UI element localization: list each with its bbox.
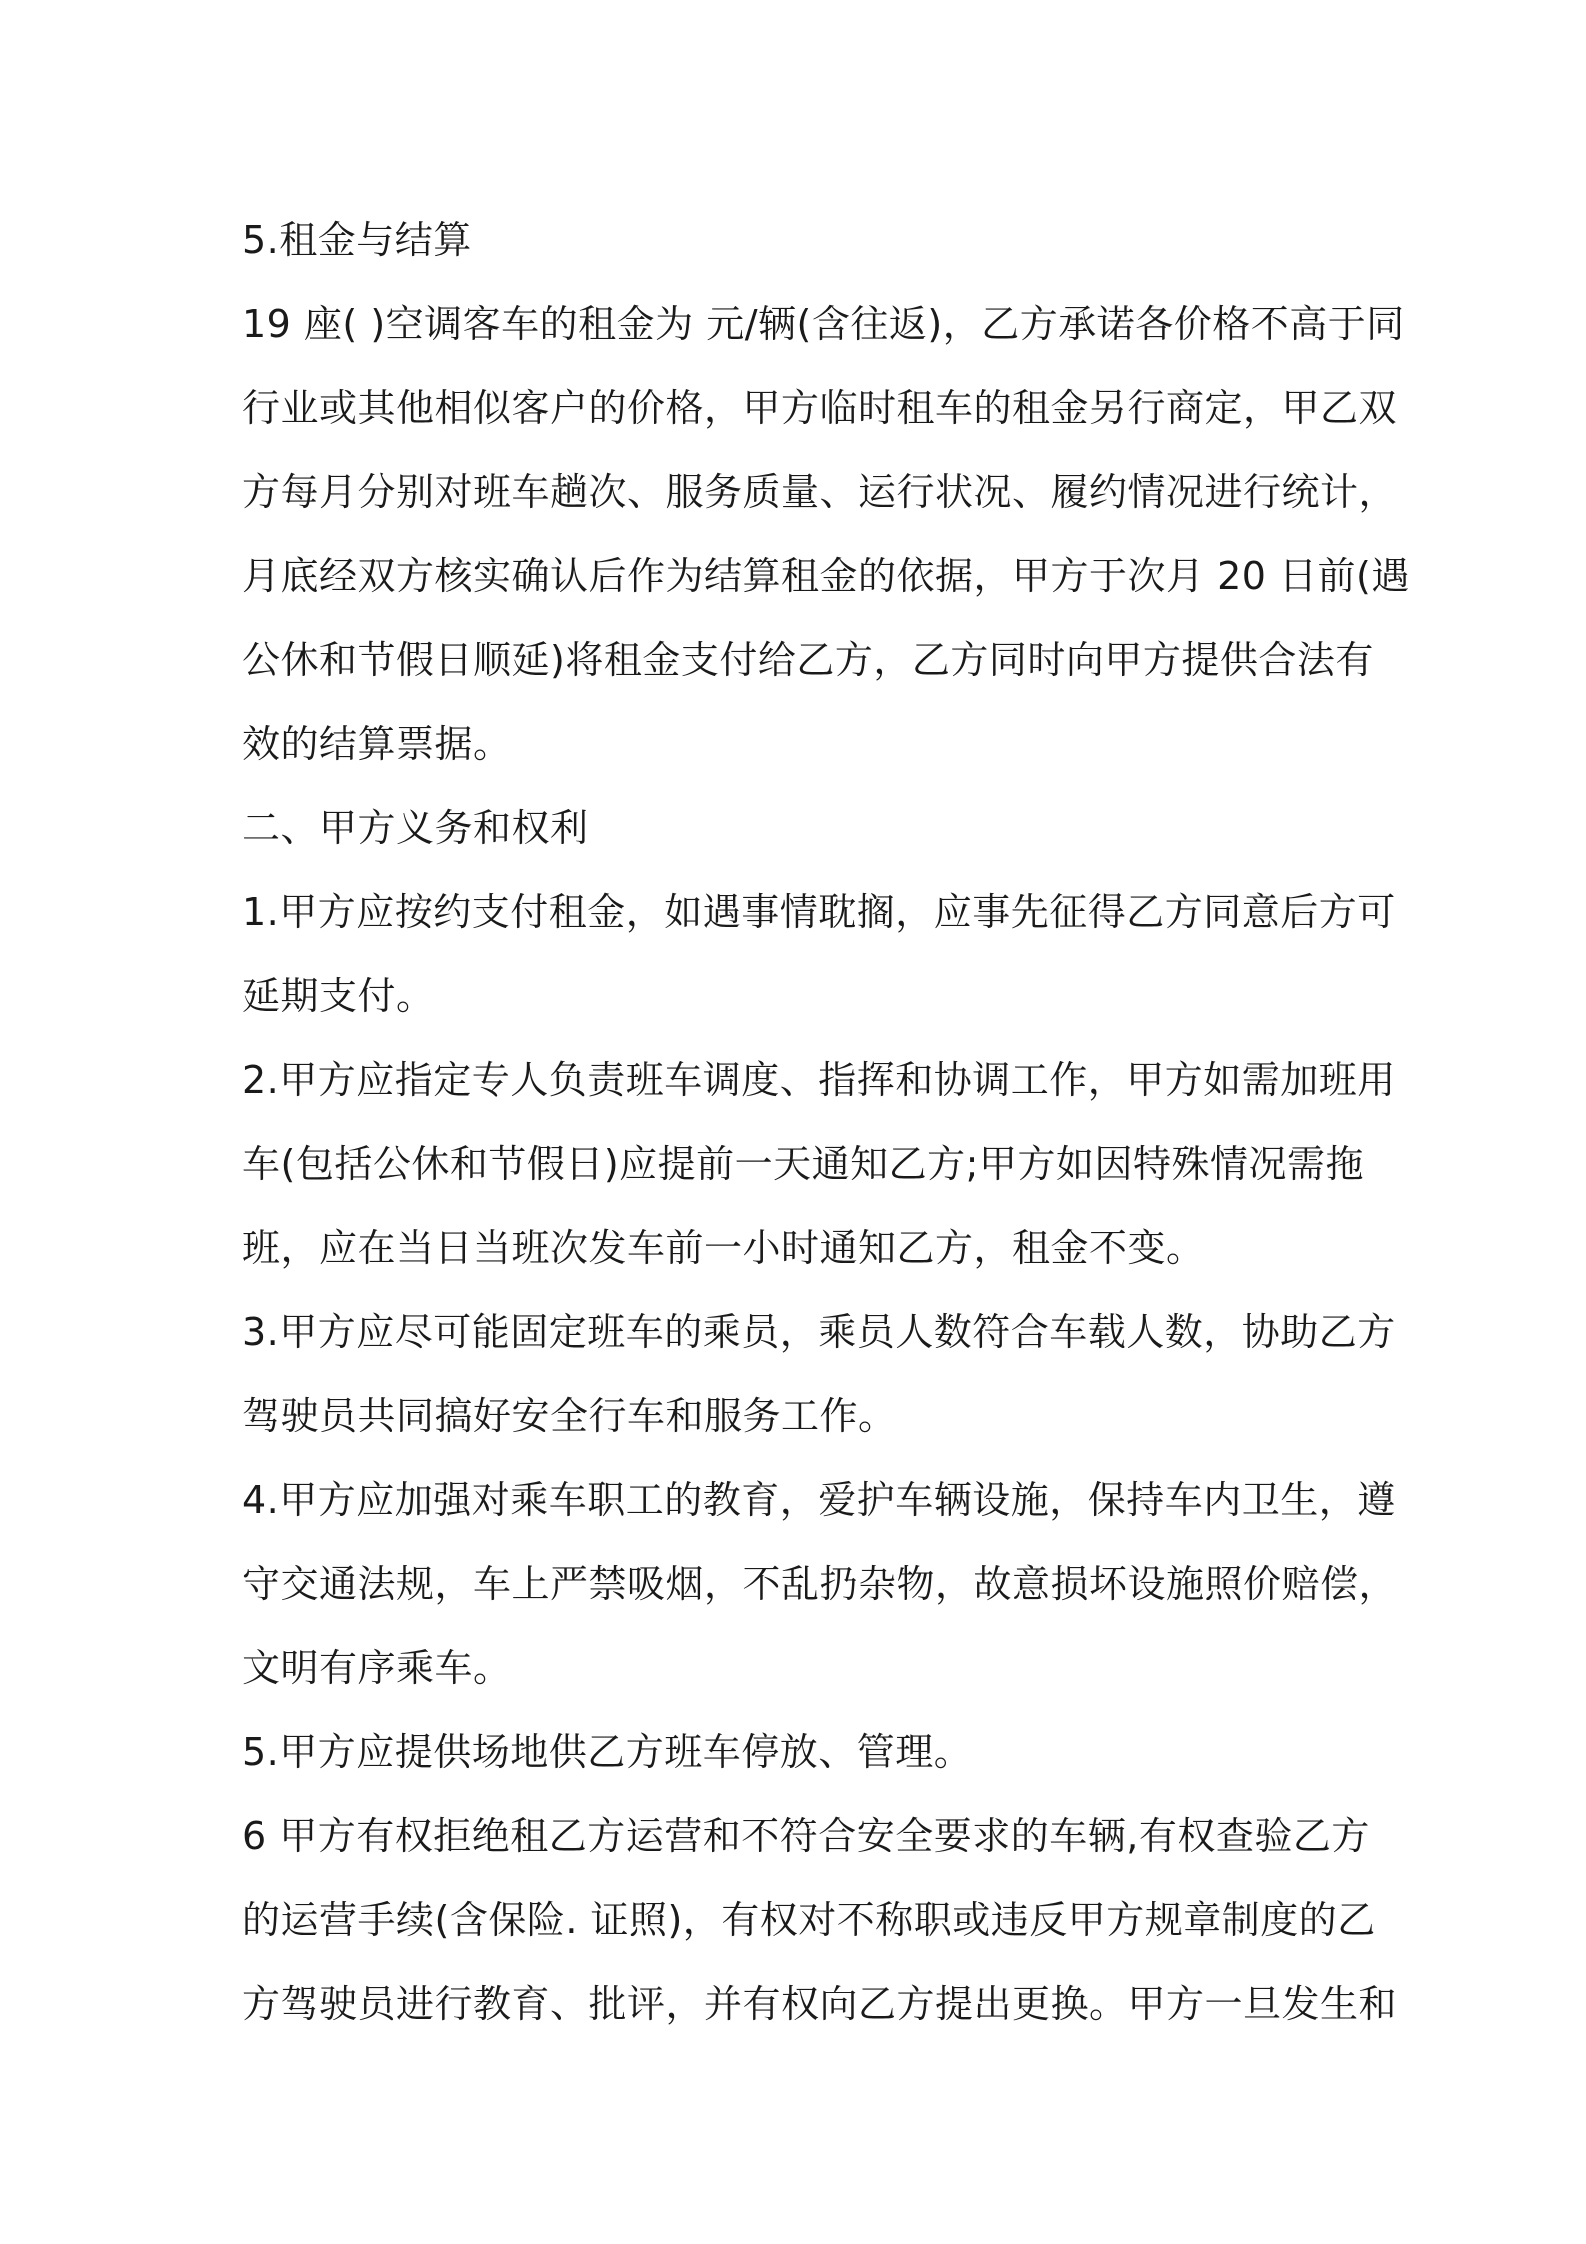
contract-text-body xyxy=(242,198,1410,2046)
text-line: 2.甲方应指定专人负责班车调度、指挥和协调工作，甲方如需加班用 xyxy=(242,1058,1396,1102)
text-line: 5.租金与结算 xyxy=(242,218,472,262)
text-line: 二、甲方义务和权利 xyxy=(242,806,589,850)
text-line: 效的结算票据。 xyxy=(242,722,512,766)
text-line: 19 座( )空调客车的租金为 元/辆(含往返)，乙方承诺各价格不高于同 xyxy=(242,302,1405,346)
text-line: 5.甲方应提供场地供乙方班车停放、管理。 xyxy=(242,1730,973,1774)
text-line: 方驾驶员进行教育、批评，并有权向乙方提出更换。甲方一旦发生和 xyxy=(242,1982,1398,2026)
text-line: 的运营手续(含保险. 证照)，有权对不称职或违反甲方规章制度的乙 xyxy=(242,1898,1376,1942)
text-line: 班，应在当日当班次发车前一小时通知乙方，租金不变。 xyxy=(242,1226,1205,1270)
text-line: 4.甲方应加强对乘车职工的教育，爱护车辆设施，保持车内卫生，遵 xyxy=(242,1478,1396,1522)
text-line: 延期支付。 xyxy=(242,974,435,1018)
text-line: 6 甲方有权拒绝租乙方运营和不符合安全要求的车辆,有权查验乙方 xyxy=(242,1814,1370,1858)
text-line: 驾驶员共同搞好安全行车和服务工作。 xyxy=(242,1394,897,1438)
text-line: 方每月分别对班车趟次、服务质量、运行状况、履约情况进行统计， xyxy=(242,470,1398,514)
text-line: 公休和节假日顺延)将租金支付给乙方，乙方同时向甲方提供合法有 xyxy=(242,638,1374,682)
text-line: 车(包括公休和节假日)应提前一天通知乙方;甲方如因特殊情况需拖 xyxy=(242,1142,1364,1186)
text-line: 月底经双方核实确认后作为结算租金的依据，甲方于次月 20 日前(遇 xyxy=(242,554,1410,598)
text-line: 守交通法规，车上严禁吸烟，不乱扔杂物，故意损坏设施照价赔偿， xyxy=(242,1562,1398,1606)
text-line: 行业或其他相似客户的价格，甲方临时租车的租金另行商定，甲乙双 xyxy=(242,386,1398,430)
text-line: 文明有序乘车。 xyxy=(242,1646,512,1690)
text-line: 1.甲方应按约支付租金，如遇事情耽搁，应事先征得乙方同意后方可 xyxy=(242,890,1396,934)
text-line: 3.甲方应尽可能固定班车的乘员，乘员人数符合车载人数，协助乙方 xyxy=(242,1310,1396,1354)
